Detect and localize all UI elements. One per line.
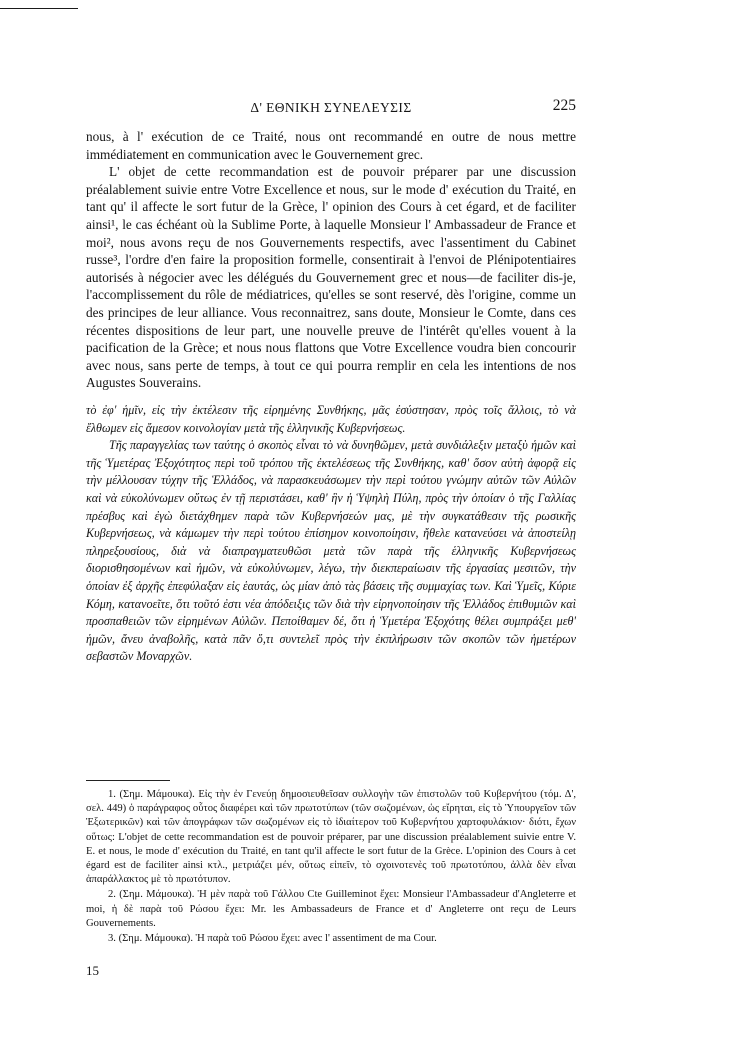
footnote: 3. (Σημ. Μάμουκα). Ἡ παρὰ τοῦ Ρώσου ἔχει: avec l' assentiment de ma Cour. <box>108 933 437 945</box>
footnote-rule <box>86 780 170 781</box>
signature-mark: 15 <box>86 963 99 978</box>
french-paragraph: L' objet de cette recommandation est de pouvoir préparer par une discussion préalablement suivie entre Votre Excellence et nous, sur le mode d' exécution du Traité, en tant qu' il affecte le sort futur de la Grèce, l' opinion des Cours à cet égard, et de faciliter ainsi¹, le cas échéant où la Sublime Porte, à laquelle Monsieur l' Ambassadeur de France et moi², nous avons reçu de nos Gouvernements respectifs, avec l'assentiment du Cabinet russe³, l'ordre d'en faire la proposition formelle, consentirait à l'envoi de Plénipotentiaires autorisés à négocier avec les délégués du Gouvernement grec et nous—de faciliter dis-je, l'accomplissement du rôle de médiatrices, qu'elles se sont reservé, dès l'origine, comme un des principes de leur alliance. Vous reconnaitrez, sans doute, Monsieur le Comte, dans ces récentes dispositions de leur part, une nouvelle preuve de l'intérêt qu'elles vouent à la pacification de la Grèce; et nous nous flattons que Votre Excellence voudra bien concourir avec nous, sans perte de temps, à tout ce qui pourra remplir en cela les intentions de nos Augustes Souverains. <box>86 164 576 391</box>
footnote: 1. (Σημ. Μάμουκα). Εἰς τὴν ἐν Γενεύῃ δημοσιευθεῖσαν συλλογὴν τῶν ἐπιστολῶν τοῦ Κυβερνήτου (τόμ. Δ', σελ. 449) ὁ παράγραφος οὗτος διαφέρει καὶ τῶν πρωτοτύπων (τῶν σωζομένων, ὡς εἴρηται, εἰς τὸ Ὑπουργεῖον τῶν Ἐξωτερικῶν) καὶ τῶν ἀπογράφων τῶν σωζομένων εἰς τὸ ἰδιαίτερον τοῦ Κυβερνήτου χαρτοφυλάκιον· διότι, ἔχων οὕτως: L'objet de cette recommandation est de pouvoir préparer, par une discussion préalablement suivie entre V. E. et nous, le mode d' exécution du Traité, en tant qu'il affecte le sort futur de la Grèce. L'opinion des Cours à cet égard est de faciliter ainsi κτλ., μετριάζει μέν, οὕτως εἰπεῖν, τὸ σχοινοτενὲς τοῦ πρωτοτύπου, ἀλλὰ δὲν εἶναι ἀπαράλλακτος μὲ τὸ πρωτότυπον. <box>86 789 576 886</box>
corner-rule <box>0 8 78 9</box>
footnotes <box>86 788 576 947</box>
greek-paragraph: Τῆς παραγγελίας των ταύτης ὁ σκοπὸς εἶναι τὸ νὰ δυνηθῶμεν, μετὰ συνδιάλεξιν μεταξὺ ἡμῶν καὶ τῆς Ὑμετέρας Ἐξοχότητος περὶ τοῦ τρόπου τῆς ἐκτελέσεως τῆς Συνθήκης, καθ' ὅσον αὐτὴ ἀφορᾷ εἰς τὴν μέλλουσαν τύχην τῆς Ἑλλάδος, νὰ παρασκευάσωμεν τὴν περὶ τούτου γνώμην αὐτῶν τῶν Αὐλῶν καὶ νὰ εὐκολύνωμεν οὕτως ἐν τῇ περιστάσει, καθ' ἣν ἡ Ὑψηλὴ Πύλη, πρὸς τὴν ὁποίαν ὁ τῆς Γαλλίας πρέσβυς καὶ ἐγὼ διετάχθημεν παρὰ τῶν Κυβερνήσεών μας, μὲ τὴν συγκατάθεσιν τῆς ρωσικῆς Κυβερνήσεως, νὰ κάμωμεν τὴν περὶ τούτου ἐπίσημον κοινοποίησιν, ἤθελε κατανεύσει νὰ ἀποστείλῃ πληρεξουσίους, διὰ νὰ διαπραγματευθῶσι μετὰ τῶν παρὰ τῆς ἑλληνικῆς Κυβερνήσεως διορισθησομένων καὶ ἡμῶν, νὰ εὐκολύνωμεν, λέγω, τὴν διεκπεραίωσιν τῆς ἐργασίας μεσιτῶν, τὴν ὁποίαν ἐξ ἀρχῆς ἐπεφύλαξαν εἰς ἑαυτάς, ὡς μίαν ἀπὸ τὰς βάσεις τῆς συμμαχίας των. Καὶ Ὑμεῖς, Κύριε Κόμη, κατανοεῖτε, ὅτι τοῦτό ἐστι νέα ἀπόδειξις τῶν διὰ τὴν εἰρηνοποίησιν τῆς Ἑλλάδος ἐπιθυμιῶν καὶ προσπαθειῶν τῶν εἰρημένων Αὐλῶν. Πεποίθαμεν δέ, ὅτι ἡ Ὑμετέρα Ἐξοχότης θέλει συμπράξει μεθ' ἡμῶν, ἄνευ ἀναβολῆς, κατὰ πᾶν ὅ,τι συντελεῖ πρὸς τὴν ἐκπλήρωσιν τῶν σκοπῶν τῶν ἡμετέρων σεβαστῶν Μοναρχῶν. <box>86 438 576 664</box>
french-paragraph: nous, à l' exécution de ce Traité, nous ont recommandé en outre de nous mettre immédiatement en communication avec le Gouvernement grec. <box>86 129 576 162</box>
french-text-block <box>86 128 576 392</box>
greek-paragraph: τὸ ἐφ' ἡμῖν, εἰς τὴν ἐκτέλεσιν τῆς εἰρημένης Συνθήκης, μᾶς ἐσύστησαν, πρὸς τοῖς ἄλλοις, τὸ νὰ ἔλθωμεν εἰς ἄμεσον κοινολογίαν μετὰ τῆς ἑλληνικῆς Κυβερνήσεως. <box>86 403 576 435</box>
running-title: Δ' ΕΘΝΙΚΗ ΣΥΝΕΛΕΥΣΙΣ <box>250 100 412 115</box>
footnote: 2. (Σημ. Μάμουκα). Ἡ μὲν παρὰ τοῦ Γάλλου Cte Guilleminot ἔχει: Monsieur l'Ambassadeur d'Angleterre et moi, ἡ δὲ παρὰ τοῦ Ρώσου ἔχει: Mr. les Ambassadeurs de France et d' Angleterre ont reçu de Leurs Gouvernements. <box>86 889 576 929</box>
page-header <box>86 97 576 120</box>
greek-text-block <box>86 402 576 666</box>
page-number: 225 <box>552 97 576 114</box>
